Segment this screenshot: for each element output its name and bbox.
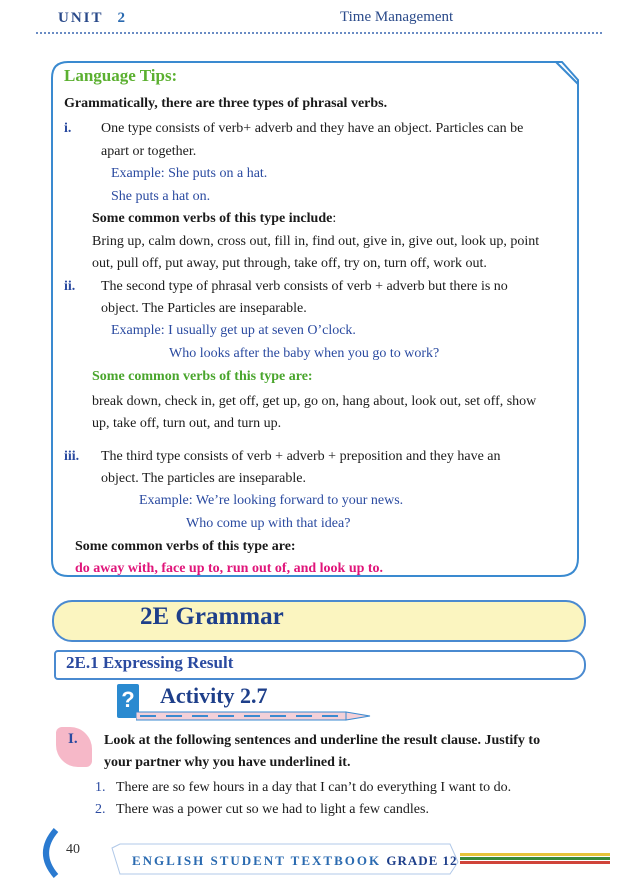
type-2-common-heading: Some common verbs of this type are: bbox=[92, 369, 313, 384]
type-1-line-2: apart or together. bbox=[101, 144, 197, 159]
pencil-underline-icon bbox=[136, 709, 372, 723]
type-2-number: ii. bbox=[64, 279, 76, 294]
sentence-text: There are so few hours in a day that I can’t do everything I want to do. bbox=[116, 780, 512, 795]
unit-label: UNIT 2 bbox=[58, 10, 128, 26]
type-3-line-2: object. The particles are inseparable. bbox=[101, 471, 306, 486]
type-3-line-1: The third type consists of verb + adverb + preposition and they have an bbox=[101, 449, 501, 464]
header-divider bbox=[36, 32, 602, 34]
language-tips-title: Language Tips: bbox=[64, 66, 178, 85]
type-2-line-2: object. The Particles are inseparable. bbox=[101, 301, 307, 316]
type-3-number: iii. bbox=[64, 449, 80, 464]
type-2-line-1: The second type of phrasal verb consists of verb + adverb but there is no bbox=[101, 279, 508, 294]
sentence-number: 2. bbox=[95, 802, 106, 817]
type-1-common-heading: Some common verbs of this type include: bbox=[92, 211, 337, 226]
grammar-banner bbox=[52, 600, 586, 642]
type-2-example-1: Example: I usually get up at seven O’clock. bbox=[111, 323, 356, 338]
type-3-example-1: Example: We’re looking forward to your news. bbox=[139, 493, 404, 508]
type-3-common-heading: Some common verbs of this type are: bbox=[75, 539, 296, 554]
question-mark-icon: ? bbox=[117, 684, 139, 718]
page-number: 40 bbox=[66, 842, 80, 857]
grammar-heading: 2E Grammar bbox=[140, 603, 284, 630]
activity-title: Activity 2.7 bbox=[160, 683, 268, 708]
section-heading: 2E.1 Expressing Result bbox=[66, 653, 234, 672]
sentence-text: There was a power cut so we had to light a few candles. bbox=[116, 802, 429, 817]
footer-book-title: ENGLISH STUDENT TEXTBOOK GRADE 12 bbox=[132, 853, 458, 868]
type-1-example-1: Example: She puts on a hat. bbox=[111, 166, 268, 181]
type-1-list-line-1: Bring up, calm down, cross out, fill in, find out, give in, give out, look up, point bbox=[92, 234, 540, 249]
tips-intro: Grammatically, there are three types of phrasal verbs. bbox=[64, 96, 388, 111]
unit-number: 2 bbox=[117, 10, 128, 26]
type-3-example-2: Who come up with that idea? bbox=[186, 516, 351, 531]
instruction-line-2: your partner why you have underlined it. bbox=[104, 755, 351, 770]
type-3-list: do away with, face up to, run out of, and look up to. bbox=[75, 561, 384, 576]
instruction-line-1: Look at the following sentences and underline the result clause. Justify to bbox=[104, 733, 541, 748]
type-1-list-line-2: out, pull off, put away, put through, take off, try on, turn off, work out. bbox=[92, 256, 487, 271]
type-1-line-1: One type consists of verb+ adverb and they have an object. Particles can be bbox=[101, 121, 524, 136]
type-2-example-2: Who looks after the baby when you go to work? bbox=[169, 346, 440, 361]
sentence-number: 1. bbox=[95, 780, 106, 795]
unit-topic: Time Management bbox=[340, 9, 454, 25]
type-1-example-2: She puts a hat on. bbox=[111, 189, 211, 204]
type-2-list-line-1: break down, check in, get off, get up, go on, hang about, look out, set off, show bbox=[92, 394, 537, 409]
type-2-list-line-2: up, take off, turn out, and turn up. bbox=[92, 416, 282, 431]
instruction-number: I. bbox=[68, 731, 78, 747]
type-1-number: i. bbox=[64, 121, 72, 136]
footer-grade: GRADE 12 bbox=[386, 853, 458, 868]
